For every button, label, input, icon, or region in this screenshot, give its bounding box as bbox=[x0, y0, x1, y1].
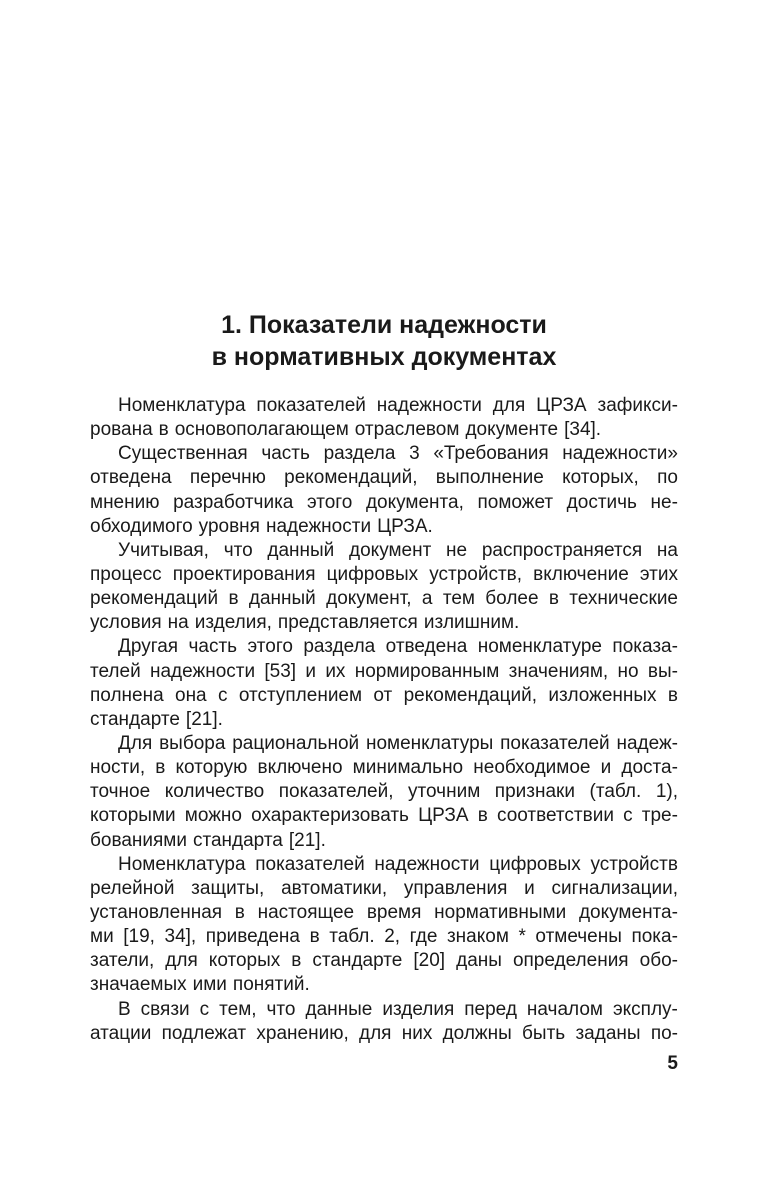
text-line: которыми можно охарактеризовать ЦРЗА в соответствии с тре- bbox=[90, 805, 678, 827]
text-line: значаемых ими понятий. bbox=[90, 974, 310, 996]
text-line: Другая часть этого раздела отведена номенклатуре показа- bbox=[118, 636, 678, 658]
text-line: рована в основополагающем отраслевом документе [34]. bbox=[90, 419, 602, 441]
text-line: Учитывая, что данный документ не распространяется на bbox=[118, 539, 678, 561]
text-line: полнена она с отступлением от рекомендаций, изложенных в bbox=[90, 684, 678, 706]
text-line: В связи с тем, что данные изделия перед началом эксплу- bbox=[118, 998, 678, 1020]
text-line: Существенная часть раздела 3 «Требования надежности» bbox=[118, 443, 678, 465]
text-line: процесс проектирования цифровых устройств, включение этих bbox=[90, 563, 678, 585]
page-number: 5 bbox=[667, 1053, 678, 1074]
text-line: Номенклатура показателей надежности цифровых устройств bbox=[118, 853, 678, 875]
text-line: ности, в которую включено минимально необходимое и доста- bbox=[90, 757, 678, 779]
text-line: Номенклатура показателей надежности для ЦРЗА зафикси- bbox=[118, 395, 678, 416]
text-line: затели, для которых в стандарте [20] даны определения обо- bbox=[90, 950, 678, 972]
text-line: обходимого уровня надежности ЦРЗА. bbox=[90, 515, 433, 537]
chapter-heading-line-1: 1. Показатели надежности bbox=[221, 311, 547, 339]
text-line: стандарте [21]. bbox=[90, 708, 223, 730]
body-text bbox=[90, 394, 678, 1046]
chapter-heading-line-2: в нормативных документах bbox=[211, 343, 557, 371]
text-line: атации подлежат хранению, для них должны быть заданы по- bbox=[90, 1022, 678, 1044]
text-line: установленная в настоящее время нормативными документа- bbox=[90, 901, 678, 923]
text-line: условия на изделия, представляется излишним. bbox=[90, 612, 520, 634]
text-line: релейной защиты, автоматики, управления и сигнализации, bbox=[90, 877, 678, 899]
chapter-heading bbox=[90, 309, 678, 373]
text-line: точное количество показателей, уточним признаки (табл. 1), bbox=[90, 781, 678, 803]
text-line: мнению разработчика этого документа, поможет достичь не- bbox=[90, 491, 678, 513]
text-line: бованиями стандарта [21]. bbox=[90, 829, 326, 851]
text-line: ми [19, 34], приведена в табл. 2, где знаком * отмечены пока- bbox=[90, 926, 678, 948]
text-line: отведена перечню рекомендаций, выполнение которых, по bbox=[90, 467, 678, 489]
text-line: Для выбора рациональной номенклатуры показателей надеж- bbox=[118, 732, 678, 754]
text-line: рекомендаций в данный документ, а тем более в технические bbox=[90, 588, 678, 610]
text-line: телей надежности [53] и их нормированным значениям, но вы- bbox=[90, 660, 678, 682]
